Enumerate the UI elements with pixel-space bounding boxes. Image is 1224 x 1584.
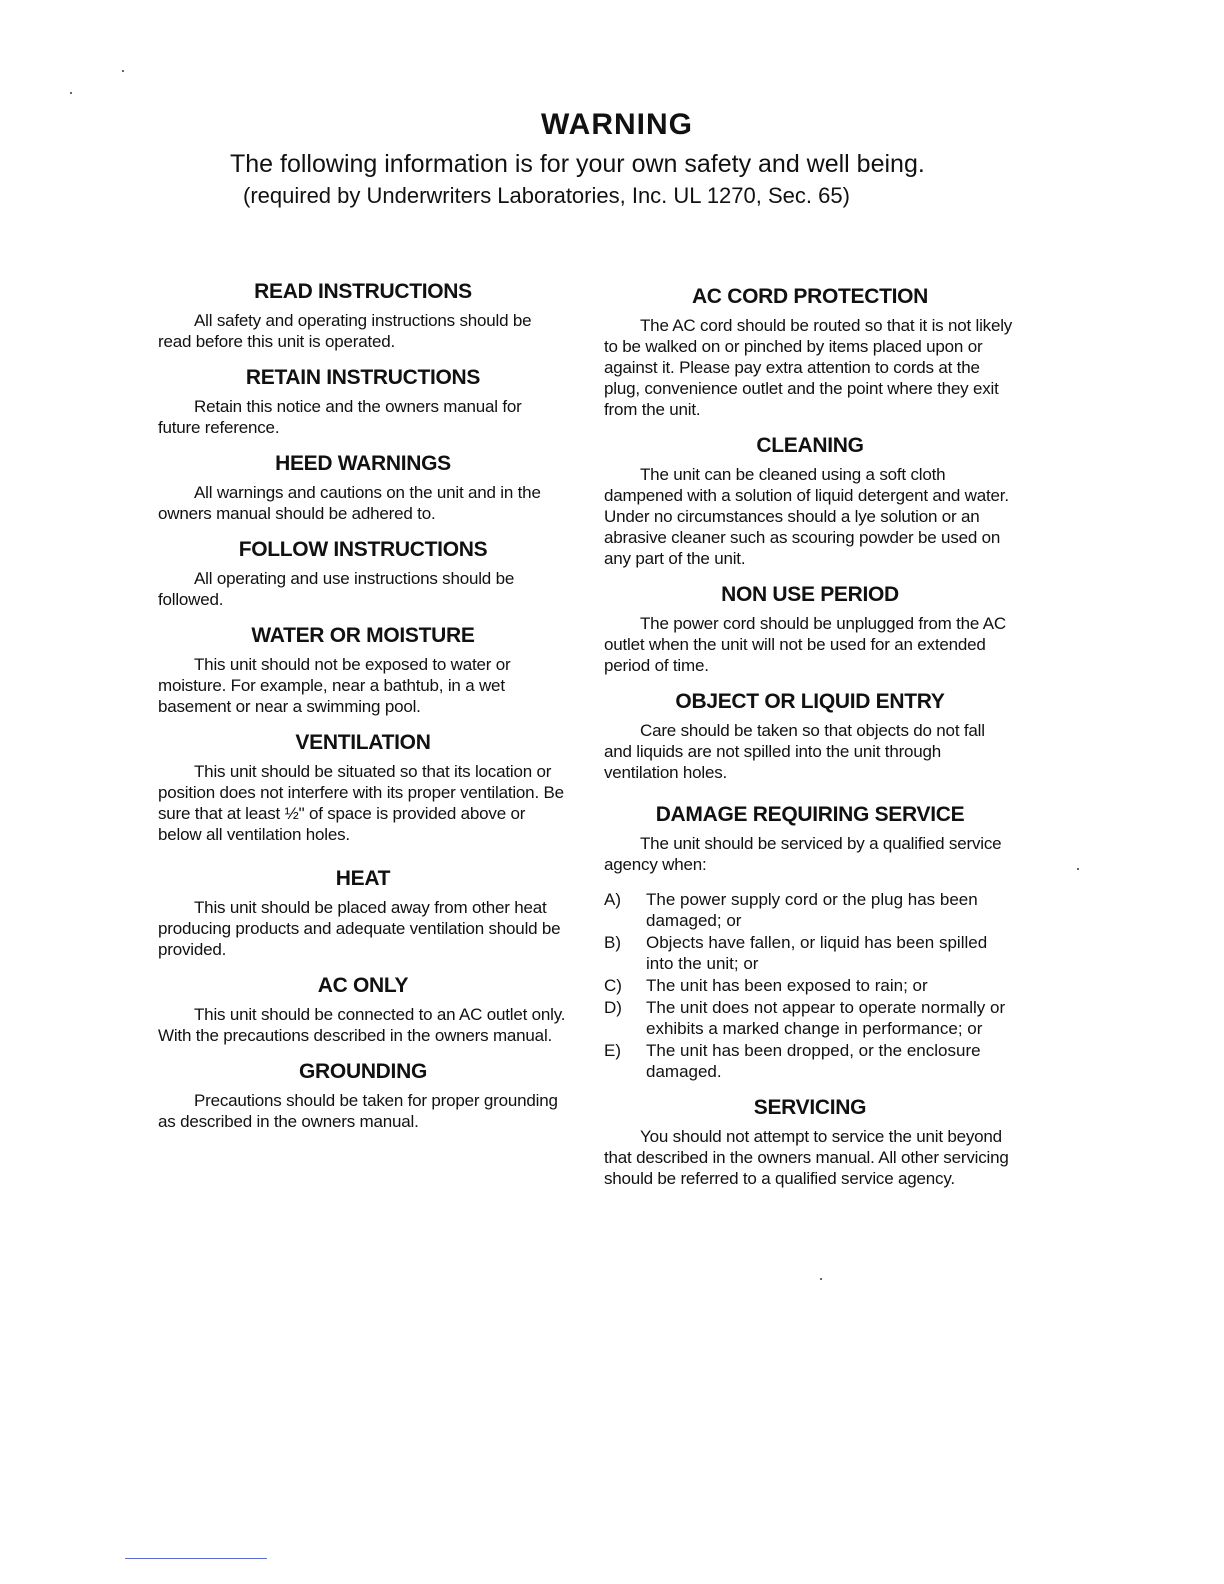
- section-grounding: [158, 1060, 568, 1132]
- list-item: [604, 889, 1016, 931]
- section-heading: RETAIN INSTRUCTIONS: [245, 366, 481, 389]
- service-conditions-list: [604, 889, 1016, 1082]
- section-read-instructions: [158, 280, 568, 352]
- section-heading: GROUNDING: [299, 1060, 427, 1083]
- section-heading: VENTILATION: [295, 731, 431, 754]
- list-item-text: The unit does not appear to operate normally or exhibits a marked change in performance; or: [646, 998, 1006, 1038]
- section-body: You should not attempt to service the unit beyond that described in the owners manual. All other servicing should be referred to a qualified service agency.: [604, 1127, 1009, 1188]
- left-column: [158, 280, 568, 1146]
- section-heading: SERVICING: [753, 1096, 867, 1119]
- scan-speck: [1077, 868, 1079, 870]
- list-item-letter: E): [604, 1041, 621, 1060]
- section-body: The unit should be serviced by a qualified service agency when:: [604, 834, 1002, 874]
- section-body: Precautions should be taken for proper grounding as described in the owners manual.: [158, 1091, 558, 1131]
- section-heading: READ INSTRUCTIONS: [254, 280, 472, 303]
- section-body: This unit should not be exposed to water or moisture. For example, near a bathtub, in a wet basement or near a swimming pool.: [158, 655, 511, 716]
- section-non-use-period: [604, 583, 1016, 676]
- section-body: The AC cord should be routed so that it is not likely to be walked on or pinched by items placed upon or against it. Please pay extra attention to cords at the plug, convenience outlet and the point where they exit from the unit.: [604, 316, 1013, 419]
- scan-speck: [122, 70, 124, 72]
- section-body: This unit should be placed away from other heat producing products and adequate ventilation should be provided.: [158, 898, 561, 959]
- section-body: All operating and use instructions should be followed.: [158, 569, 515, 609]
- section-heading: WATER OR MOISTURE: [251, 624, 475, 647]
- list-item: [604, 975, 1016, 996]
- section-heading: HEAT: [335, 867, 391, 890]
- section-body: This unit should be situated so that its location or position does not interfere with its proper ventilation. Be sure that at least ½" of space is provided above or below all ventilation holes.: [158, 762, 564, 844]
- section-water-or-moisture: [158, 624, 568, 717]
- section-cleaning: [604, 434, 1016, 569]
- section-body: Retain this notice and the owners manual for future reference.: [158, 397, 522, 437]
- section-heading: DAMAGE REQUIRING SERVICE: [655, 803, 965, 826]
- page-title: WARNING: [541, 108, 693, 141]
- section-heading: AC CORD PROTECTION: [691, 285, 929, 308]
- section-body: All warnings and cautions on the unit and in the owners manual should be adhered to.: [158, 483, 541, 523]
- list-item-text: The power supply cord or the plug has been damaged; or: [646, 890, 978, 930]
- list-item-text: The unit has been exposed to rain; or: [646, 976, 928, 995]
- page-header: [0, 108, 1224, 209]
- list-item-letter: D): [604, 998, 622, 1017]
- section-heat: [158, 867, 568, 960]
- list-item-text: The unit has been dropped, or the enclosure damaged.: [646, 1041, 981, 1081]
- section-body: The power cord should be unplugged from the AC outlet when the unit will not be used for an extended period of time.: [604, 614, 1006, 675]
- section-follow-instructions: [158, 538, 568, 610]
- section-servicing: [604, 1096, 1016, 1189]
- section-heading: NON USE PERIOD: [721, 583, 899, 606]
- list-item-letter: A): [604, 890, 621, 909]
- section-ventilation: [158, 731, 568, 845]
- ul-requirement-note: (required by Underwriters Laboratories, Inc. UL 1270, Sec. 65): [243, 183, 850, 208]
- list-item: [604, 997, 1016, 1039]
- section-retain-instructions: [158, 366, 568, 438]
- section-body: The unit can be cleaned using a soft cloth dampened with a solution of liquid detergent and water. Under no circumstances should a lye solution or an abrasive cleaner such as scouring powder be used on any part of the unit.: [604, 465, 1009, 568]
- right-column: [604, 285, 1016, 1203]
- section-ac-only: [158, 974, 568, 1046]
- list-item-letter: B): [604, 933, 621, 952]
- section-heading: HEED WARNINGS: [275, 452, 451, 475]
- scan-speck: [70, 92, 72, 94]
- section-heading: OBJECT OR LIQUID ENTRY: [675, 690, 945, 713]
- scan-edge-line: [125, 1558, 267, 1559]
- list-item-letter: C): [604, 976, 622, 995]
- section-body: Care should be taken so that objects do not fall and liquids are not spilled into the unit through ventilation holes.: [604, 721, 985, 782]
- list-item-text: Objects have fallen, or liquid has been spilled into the unit; or: [646, 933, 988, 973]
- section-heed-warnings: [158, 452, 568, 524]
- section-body: All safety and operating instructions should be read before this unit is operated.: [158, 311, 532, 351]
- section-body: This unit should be connected to an AC outlet only. With the precautions described in the owners manual.: [158, 1005, 566, 1045]
- list-item: [604, 1040, 1016, 1082]
- section-object-or-liquid-entry: [604, 690, 1016, 783]
- section-damage-requiring-service: [604, 803, 1016, 1082]
- list-item: [604, 932, 1016, 974]
- scan-speck: [820, 1278, 822, 1280]
- page-subtitle: The following information is for your own safety and well being.: [230, 150, 925, 178]
- section-heading: AC ONLY: [317, 974, 409, 997]
- section-ac-cord-protection: [604, 285, 1016, 420]
- section-heading: CLEANING: [756, 434, 864, 457]
- section-heading: FOLLOW INSTRUCTIONS: [238, 538, 488, 561]
